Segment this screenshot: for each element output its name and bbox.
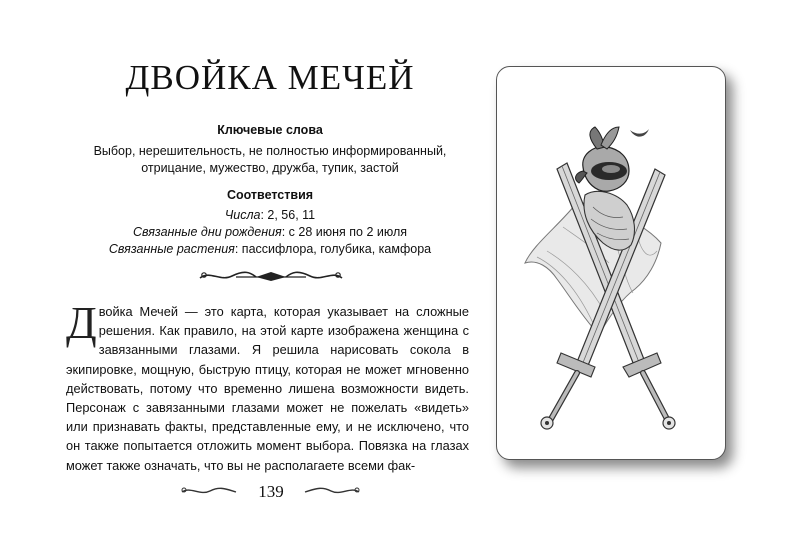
numbers-line bbox=[60, 207, 480, 224]
page-number: 139 bbox=[258, 482, 284, 501]
page-title: ДВОЙКА МЕЧЕЙ bbox=[125, 58, 415, 97]
plants-label: Связанные растения bbox=[108, 242, 235, 256]
numbers-label: Числа bbox=[224, 208, 261, 222]
birthdays-line bbox=[60, 224, 480, 241]
crescent-moon-icon bbox=[630, 129, 649, 137]
numbers-value: : 2, 56, 11 bbox=[260, 208, 316, 222]
body-paragraph bbox=[66, 298, 469, 475]
birthdays-label: Связанные дни рождения bbox=[132, 225, 282, 239]
correspondences-heading: Соответствия bbox=[226, 188, 314, 202]
two-of-swords-drawing bbox=[497, 67, 725, 459]
keywords-line-2: отрицание, мужество, дружба, тупик, застой bbox=[141, 161, 399, 175]
dropcap-letter: Д bbox=[66, 298, 97, 348]
keywords-heading: Ключевые слова bbox=[217, 123, 323, 137]
plants-line bbox=[60, 241, 480, 258]
body-text: войка Мечей — это карта, которая указывает на сложные решения. Как правило, на этой карте изображена женщина с завязанными глазами. Я решила нарисовать сокола в экипировке, мощную, быструю птицу, которая не может мгновенно действовать, потому что временно лишена возможности видеть. Персонаж с завязанными глазами может не пожелать «видеть» или признавать факты, представленные ему, и не исключено, что он также попытается отложить момент выбора. Повязка на глазах может также означать, что вы не располагаете всеми фак- bbox=[66, 304, 469, 473]
plants-value: : пассифлора, голубика, камфора bbox=[234, 242, 432, 256]
tarot-card-illustration bbox=[496, 66, 726, 460]
birthdays-value: : с 28 июня по 2 июля bbox=[281, 225, 408, 239]
ornament-divider bbox=[196, 266, 346, 286]
keywords-line-1: Выбор, нерешительность, не полностью информированный, bbox=[93, 144, 447, 158]
